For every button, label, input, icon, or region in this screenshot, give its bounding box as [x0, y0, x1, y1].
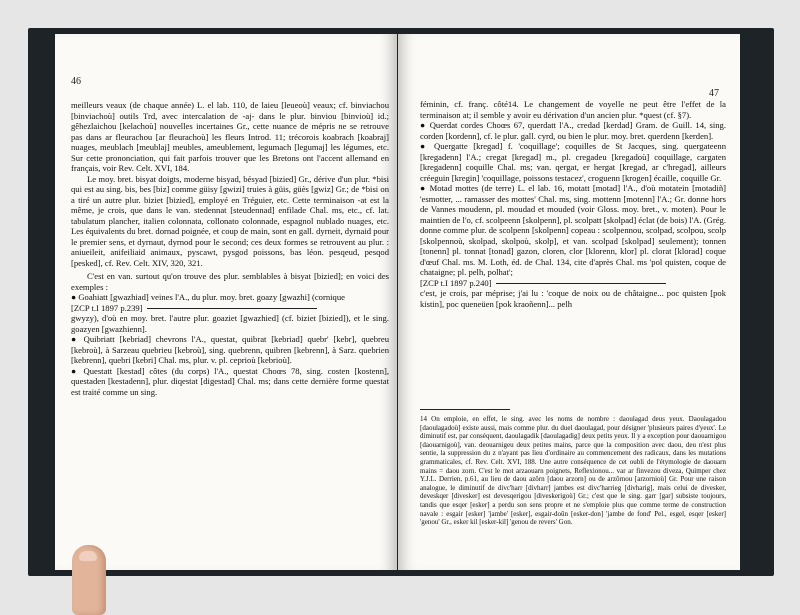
left-page-text	[71, 100, 389, 397]
page-reference: [ZCP t.I 1897 p.239]	[71, 303, 389, 314]
paragraph: C'est en van. surtout qu'on trouve des plur. semblables à bisyat [bizied]; en voici des exemples :	[71, 271, 389, 292]
footnote-rule	[420, 409, 510, 410]
list-item: ● Goahiatt [gwazhiad] veines l'A., du plur. moy. bret. goazy [gwazhi] (cornique	[71, 292, 345, 302]
right-page	[398, 34, 740, 570]
paragraph: Le moy. bret. bisyat doigts, moderne bisyad, bésyad [bizied] Gr., dérive d'un plur. *bisi qui est au sing. bis, bes [biz] comme güisy [gwizi] truies à güis, güès [gwiz] Gr.; de *bisi on a tiré un autre plur. biziet [bizied], employé en Tréguier, etc. Cette terminaison -at est la même, je crois, que dans le van. stedennat [steudennad] enfilade Chal. ms, etc., cf. lat. tabulatum plancher, italien colonnata, collonato colonnade, espagnol nublado nuages, etc. Les équivalents du bret. dornad poignée, et coup de main, sont en gall. dyrneit, dyrnaid pour le premier sens, et dyrnaut, dyrnod pour le second; ces deux formes se retrouvent au plur. : aniueileit, anifeiliaid animaux, pyscawt, pysgod poissons, bas léon. pesqeud, pesqod [pesked], cf. Rev. Celt. XIV, 320, 321.	[71, 173, 389, 268]
page-number: 47	[709, 88, 719, 99]
page-reference: [ZCP t.I 1897 p.240]	[420, 278, 726, 289]
page-number: 46	[71, 76, 81, 87]
paragraph: meilleurs veaux (de chaque année) L. el lab. 110, de laieu [leueoù] veaux; cf. binviachou [binviachoù] outils Trd, avec intercalation de -aj- dans le plur. binviou [binvioù] id.; gêhezlaichou [kelachoù] nouvelles incertaines Gr., cette nuance de mépris ne se retrouve pas dans ar fleurachou [ar fleurachoù] les fleurs Introd. 11; trécorois koabrach [koabraj] nuages, meublach [meublaj] meubles, ameublement, legumach [legumaj] les légumes, etc. Sur cette prononciation, qui fait parfois trouver que les Bretons ont l'accent allemand en français, voir Rev. Celt. XVI, 184.	[71, 100, 389, 173]
paragraph: c'est, je crois, par méprise; j'ai lu : 'coque de noix ou de châtaigne... poc quisten [pok kistin], poc queneüen [pok kraoñenn]... pelh	[420, 288, 726, 309]
left-page	[55, 34, 397, 570]
right-page-text	[420, 99, 726, 309]
list-item: ● Quibriatt [kebriad] chevrons l'A., questat, quibrat [kebriad] quebr' [kebr], quebreu [kebroù], à Sarzeau quebrieu [kebroù], sing. quebrenn, quibren [kebrenn], à Sarz. quebrien [kebrenn], quebri [kebri] Chal. ms, plur. v. pl. ceprioù [kebrioù].	[71, 334, 389, 365]
thumb	[72, 545, 106, 615]
list-item: ● Quergatte [kregad] f. 'coquillage'; coquilles de St Jacques, sing. quergateenn [kregadenn] l'A.; cregat [kregad] m., pl. cregadeu [kregadoù] coquillage, cargaten [kregadenn] coquille Chal. ms; van. qergat, er hergat [kregad, ar c'hregad], ailleurs créeguin [kregin] 'coquillage, poissons testacez', croguenn [krogen] écaille, coquille Gr.	[420, 141, 726, 183]
footnote: 14 On emploie, en effet, le sing. avec les noms de nombre : daoulagad deus yeux. Daoulagadou [daoulagadoù] existe aussi, mais comme plur. du duel daoulagad, pour désigner 'plusieurs paires d'yeux'. Le diminutif est, par conséquent, daoulagadik [daoulagadig] deux petits yeux. Il y a exception pour daouarnigou [daouarnigoù], van. deouarnigeu deux petites mains, parce que la composition avec daou, deu n'est plus sentie, la suppression du z n'ayant pas lieu d'ordinaire au commencement des radicaux, dans les mutations grammaticales, cf. Rev. Celt. XVI, 188. Une autre conséquence de cet oubli de l'étymologie de daouarn mains = daou zorn. C'est le mot arzaouarn poignets, Reflexionou... var ar finvezou diveza, Quimper chez Y.J.L. Derrien, p.61, au lieu de daou azôrn [daou arzorn] ou de arzôrnou [arzornioù] Gr. Pour une raison analogue, le diminutif de divc'harr [divharr] jambes est divc'harrieg [divharig], mais celui de divesker, deveskqer [divesker] est devesqerigou [diveskerigoù] Gr.; c'est que le sing. garr [gar] subsiste toujours, tandis que esqer [esker] a perdu son sens propre et ne s'emploie plus que comme terme de construction navale : esgair [esker] 'jambe' [esker], esgair-doûn [esker-don] 'jambe de fond' Pel., esgel, esqer [esker] 'genou' Gr., esker kil [esker-kil] 'genou de revers' Gon.	[420, 415, 726, 527]
paragraph: féminin, cf. franç. côté14. Le changement de voyelle ne peut être l'effet de la terminaison at; il semble y avoir eu dérivation d'un ancien plur. *quest (cf. §7).	[420, 99, 726, 120]
list-item: ● Querdat cordes Choœs 67, querdatt l'A., credad [kerdad] Gram. de Guill. 14, sing. corden [kordenn], cf. le plur. gall. cyrd, ou bien le plur. moy. bret. querdenn [kerden].	[420, 120, 726, 141]
paragraph: gwyzy), d'où en moy. bret. l'autre plur. goaziet [gwazhied] (cf. biziet [bizied]), et le sing. goazyen [gwazhienn].	[71, 313, 389, 334]
list-item: ● Motad mottes (de terre) L. el lab. 16, motatt [motad] l'A., d'où motatein [motadiñ] 'esmotter, ... ramasser des mottes' Chal. ms, sing. mottenn [motenn] l'A.; Gr. donne hors de Vannes moudenn, pl. moudad et mouded (voir Gloss. moy. bret., v. moten). Pour le maintien de l'o, cf. scolpeenn [skolpenn], pl. scolpatt [skolpad] éclat (de bois) l'A. (Grég. donne comme plur. de scolpenn [skolpenn] copeau : scolpennou, scolpad, scolpou, scolp [skolpennoù, skolpad, skolpoù, skolp], et van. scolpad [skolpad] seulement); tonnen [tonenn] pl. tonnat [tonad] gazon, cloren, clor [klorenn, klor] pl. clorat [klorad] coque d'œuf Chal. ms. M. Loth, éd. de Chal. 134, cite d'après Chal. ms 'pol quisten, coque de chataigne; pl. pelh, polhat';	[420, 183, 726, 277]
list-item: ● Questatt [kestad] côtes (du corps) l'A., questat Choœs 78, sing. costen [kostenn], questaden [kestadenn], plur. diqestat [digestad] Chal. ms; dans cette dernière forme questat est traité comme un sing.	[71, 365, 389, 397]
